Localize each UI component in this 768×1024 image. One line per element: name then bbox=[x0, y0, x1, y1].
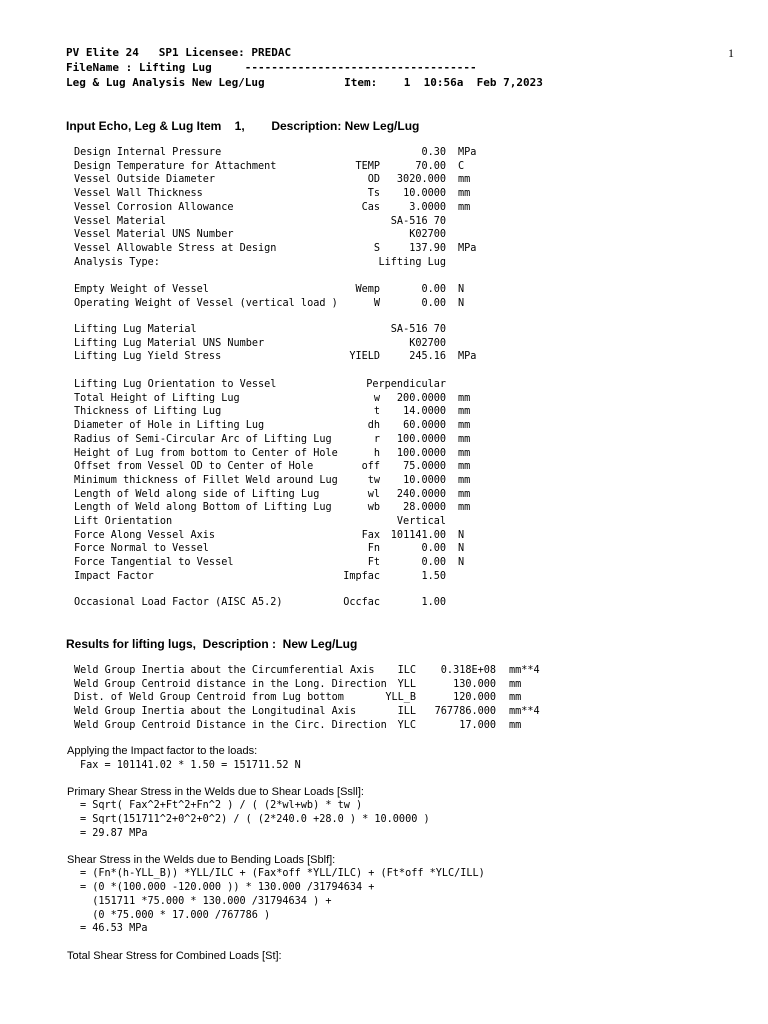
row-unit: C bbox=[458, 160, 465, 172]
row-label: Offset from Vessel OD to Center of Hole bbox=[74, 461, 314, 473]
row-label: Design Temperature for Attachment bbox=[74, 160, 277, 172]
row-unit: N bbox=[458, 529, 465, 541]
row-unit: mm bbox=[458, 174, 471, 186]
data-row bbox=[74, 173, 714, 187]
row-symbol: Ts bbox=[367, 188, 380, 200]
row-label: Lifting Lug Orientation to Vessel bbox=[74, 379, 277, 390]
data-row bbox=[74, 488, 714, 502]
data-row bbox=[74, 691, 714, 705]
row-unit: mm bbox=[458, 461, 471, 473]
row-label: Vessel Material UNS Number bbox=[74, 229, 234, 241]
data-row bbox=[74, 719, 714, 733]
row-label: Empty Weight of Vessel bbox=[74, 284, 209, 295]
data-row bbox=[74, 187, 714, 201]
data-row bbox=[74, 405, 714, 419]
row-value: 101141.00 bbox=[390, 529, 446, 541]
data-row bbox=[74, 664, 714, 678]
header-line-1: PV Elite 24 SP1 Licensee: PREDAC bbox=[66, 46, 292, 59]
row-value: 14.0000 bbox=[403, 406, 446, 418]
row-label: Lifting Lug Material UNS Number bbox=[74, 337, 265, 349]
row-unit: mm bbox=[458, 488, 471, 500]
data-row bbox=[74, 160, 714, 174]
row-value: 0.00 bbox=[421, 557, 446, 569]
bending-shear-line: = (0 *(100.000 -120.000 )) * 130.000 /31794634 + bbox=[80, 882, 375, 893]
data-row bbox=[74, 215, 714, 229]
row-unit: mm bbox=[458, 474, 471, 486]
row-label: Analysis Type: bbox=[74, 256, 160, 268]
row-label: Diameter of Hole in Lifting Lug bbox=[74, 420, 265, 432]
row-value: 0.318E+08 bbox=[440, 665, 496, 676]
row-label: Weld Group Centroid distance in the Long. Direction bbox=[74, 678, 387, 690]
row-unit: mm bbox=[458, 420, 471, 432]
row-value: Perpendicular bbox=[366, 379, 446, 390]
row-unit: MPa bbox=[458, 242, 477, 254]
row-label: Vessel Corrosion Allowance bbox=[74, 201, 234, 213]
row-unit: N bbox=[458, 284, 465, 295]
row-value: 3020.000 bbox=[396, 174, 446, 186]
data-row bbox=[74, 392, 714, 406]
row-symbol: Fax bbox=[361, 529, 380, 541]
row-label: Lifting Lug Material bbox=[74, 324, 197, 335]
row-symbol: tw bbox=[367, 474, 380, 486]
row-symbol: dh bbox=[367, 420, 380, 432]
row-symbol: w bbox=[373, 392, 380, 404]
primary-shear-line: = Sqrt(151711^2+0^2+0^2) / ( (2*240.0 +28.0 ) * 10.0000 ) bbox=[80, 814, 430, 825]
data-row bbox=[74, 283, 714, 297]
row-label: Weld Group Inertia about the Longitudinal Axis bbox=[74, 706, 357, 718]
data-row bbox=[74, 323, 714, 337]
results-title: Results for lifting lugs, Description : New Leg/Lug bbox=[66, 637, 358, 651]
bending-shear-line: (151711 *75.000 * 130.000 /31794634 ) + bbox=[80, 896, 332, 907]
row-value: 767786.000 bbox=[434, 706, 496, 718]
data-row bbox=[74, 542, 714, 556]
row-label: Weld Group Centroid Distance in the Circ. Direction bbox=[74, 719, 387, 731]
row-symbol: YLL_B bbox=[385, 692, 416, 704]
row-symbol: Cas bbox=[361, 201, 380, 213]
impact-formula: Fax = 101141.02 * 1.50 = 151711.52 N bbox=[80, 760, 301, 771]
data-row bbox=[74, 378, 714, 392]
row-unit: mm**4 bbox=[509, 706, 540, 718]
row-unit: mm bbox=[458, 447, 471, 459]
bending-shear-heading: Shear Stress in the Welds due to Bending Loads [Sblf]: bbox=[67, 854, 336, 866]
row-label: Impact Factor bbox=[74, 570, 154, 582]
row-unit: mm bbox=[458, 406, 471, 418]
row-value: 1.50 bbox=[421, 570, 446, 582]
row-unit: N bbox=[458, 543, 465, 555]
row-unit: mm bbox=[458, 502, 471, 514]
row-label: Design Internal Pressure bbox=[74, 147, 222, 158]
data-row bbox=[74, 201, 714, 215]
row-symbol: OD bbox=[367, 174, 380, 186]
data-row bbox=[74, 228, 714, 242]
row-value: 0.00 bbox=[421, 543, 446, 555]
data-row bbox=[74, 705, 714, 719]
row-symbol: S bbox=[373, 242, 380, 254]
row-symbol: Wemp bbox=[355, 284, 380, 295]
data-row bbox=[74, 297, 714, 311]
row-label: Lift Orientation bbox=[74, 516, 173, 527]
row-unit: mm bbox=[458, 392, 471, 404]
row-value: 137.90 bbox=[409, 242, 446, 254]
row-value: 130.000 bbox=[453, 678, 496, 690]
row-value: 70.00 bbox=[415, 160, 446, 172]
impact-heading: Applying the Impact factor to the loads: bbox=[67, 745, 258, 757]
row-symbol: Occfac bbox=[343, 597, 380, 608]
data-row bbox=[74, 460, 714, 474]
row-unit: mm bbox=[458, 188, 471, 200]
row-symbol: ILL bbox=[397, 706, 416, 718]
data-row bbox=[74, 529, 714, 543]
row-value: K02700 bbox=[409, 229, 446, 241]
data-row bbox=[74, 433, 714, 447]
data-row bbox=[74, 256, 714, 270]
bending-shear-line: = (Fn*(h-YLL_B)) *YLL/ILC + (Fax*off *YLL/ILC) + (Ft*off *YLC/ILL) bbox=[80, 868, 485, 879]
row-value: 10.0000 bbox=[403, 474, 446, 486]
header-line-2: FileName : Lifting Lug ----------------------------------- bbox=[66, 61, 477, 74]
row-value: 100.0000 bbox=[396, 433, 446, 445]
row-label: Vessel Material bbox=[74, 215, 167, 227]
row-symbol: YLL bbox=[397, 678, 416, 690]
row-label: Force Tangential to Vessel bbox=[74, 557, 234, 569]
row-symbol: t bbox=[373, 406, 380, 418]
primary-shear-heading: Primary Shear Stress in the Welds due to Shear Loads [Ssll]: bbox=[67, 786, 364, 798]
row-symbol: Impfac bbox=[343, 570, 380, 582]
row-label: Lifting Lug Yield Stress bbox=[74, 351, 222, 363]
data-row bbox=[74, 146, 714, 160]
row-value: K02700 bbox=[409, 337, 446, 349]
row-unit: N bbox=[458, 297, 465, 309]
total-shear-heading: Total Shear Stress for Combined Loads [St]: bbox=[67, 950, 282, 962]
row-symbol: Ft bbox=[367, 557, 380, 569]
row-label: Weld Group Inertia about the Circumferential Axis bbox=[74, 665, 375, 676]
row-label: Total Height of Lifting Lug bbox=[74, 392, 240, 404]
row-symbol: TEMP bbox=[355, 160, 380, 172]
row-label: Force Along Vessel Axis bbox=[74, 529, 216, 541]
row-unit: mm**4 bbox=[509, 665, 540, 676]
row-label: Radius of Semi-Circular Arc of Lifting Lug bbox=[74, 433, 332, 445]
row-label: Occasional Load Factor (AISC A5.2) bbox=[74, 597, 283, 608]
row-value: 28.0000 bbox=[403, 502, 446, 514]
row-unit: mm bbox=[458, 433, 471, 445]
row-label: Vessel Outside Diameter bbox=[74, 174, 216, 186]
row-symbol: wl bbox=[367, 488, 380, 500]
row-value: 1.00 bbox=[421, 597, 446, 608]
row-unit: mm bbox=[509, 719, 522, 731]
row-symbol: r bbox=[373, 433, 380, 445]
data-row bbox=[74, 596, 714, 610]
data-row bbox=[74, 474, 714, 488]
data-row bbox=[74, 556, 714, 570]
row-symbol: Fn bbox=[367, 543, 380, 555]
primary-shear-line: = Sqrt( Fax^2+Ft^2+Fn^2 ) / ( (2*wl+wb) * tw ) bbox=[80, 800, 363, 811]
row-value: SA-516 70 bbox=[390, 324, 446, 335]
data-row bbox=[74, 350, 714, 364]
primary-shear-result: = 29.87 MPa bbox=[80, 828, 148, 839]
row-value: 10.0000 bbox=[403, 188, 446, 200]
data-row bbox=[74, 242, 714, 256]
row-value: 75.0000 bbox=[403, 461, 446, 473]
row-symbol: YIELD bbox=[349, 351, 380, 363]
data-row bbox=[74, 678, 714, 692]
input-echo-title: Input Echo, Leg & Lug Item 1, Description: New Leg/Lug bbox=[66, 119, 420, 133]
row-label: Vessel Allowable Stress at Design bbox=[74, 242, 277, 254]
row-label: Dist. of Weld Group Centroid from Lug bottom bbox=[74, 692, 344, 704]
row-label: Length of Weld along side of Lifting Lug bbox=[74, 488, 320, 500]
data-row bbox=[74, 501, 714, 515]
row-unit: mm bbox=[509, 692, 522, 704]
row-unit: MPa bbox=[458, 147, 477, 158]
row-value: Vertical bbox=[396, 516, 446, 527]
row-value: Lifting Lug bbox=[378, 256, 446, 268]
row-value: 0.00 bbox=[421, 284, 446, 295]
data-row bbox=[74, 447, 714, 461]
row-label: Minimum thickness of Fillet Weld around Lug bbox=[74, 474, 338, 486]
row-value: 17.000 bbox=[459, 719, 496, 731]
row-value: 3.0000 bbox=[409, 201, 446, 213]
row-label: Operating Weight of Vessel (vertical load ) bbox=[74, 297, 338, 309]
row-label: Height of Lug from bottom to Center of Hole bbox=[74, 447, 338, 459]
row-value: 0.30 bbox=[421, 147, 446, 158]
row-value: SA-516 70 bbox=[390, 215, 446, 227]
row-unit: mm bbox=[458, 201, 471, 213]
row-symbol: off bbox=[361, 461, 380, 473]
row-value: 0.00 bbox=[421, 297, 446, 309]
row-symbol: ILC bbox=[397, 665, 416, 676]
row-label: Thickness of Lifting Lug bbox=[74, 406, 222, 418]
row-label: Force Normal to Vessel bbox=[74, 543, 209, 555]
data-row bbox=[74, 419, 714, 433]
data-row bbox=[74, 515, 714, 529]
row-value: 60.0000 bbox=[403, 420, 446, 432]
row-unit: mm bbox=[509, 678, 522, 690]
row-label: Length of Weld along Bottom of Lifting Lug bbox=[74, 502, 332, 514]
row-value: 240.0000 bbox=[396, 488, 446, 500]
row-symbol: YLC bbox=[397, 719, 416, 731]
header-line-3: Leg & Lug Analysis New Leg/Lug Item: 1 10:56a Feb 7,2023 bbox=[66, 76, 543, 89]
page-number: 1 bbox=[728, 46, 734, 60]
row-value: 200.0000 bbox=[396, 392, 446, 404]
row-unit: MPa bbox=[458, 351, 477, 363]
bending-shear-result: = 46.53 MPa bbox=[80, 923, 148, 934]
data-row bbox=[74, 570, 714, 584]
row-symbol: h bbox=[373, 447, 380, 459]
data-row bbox=[74, 337, 714, 351]
row-symbol: W bbox=[373, 297, 380, 309]
row-symbol: wb bbox=[367, 502, 380, 514]
row-value: 120.000 bbox=[453, 692, 496, 704]
row-unit: N bbox=[458, 557, 465, 569]
row-value: 245.16 bbox=[409, 351, 446, 363]
row-label: Vessel Wall Thickness bbox=[74, 188, 203, 200]
row-value: 100.0000 bbox=[396, 447, 446, 459]
bending-shear-line: (0 *75.000 * 17.000 /767786 ) bbox=[80, 910, 271, 921]
